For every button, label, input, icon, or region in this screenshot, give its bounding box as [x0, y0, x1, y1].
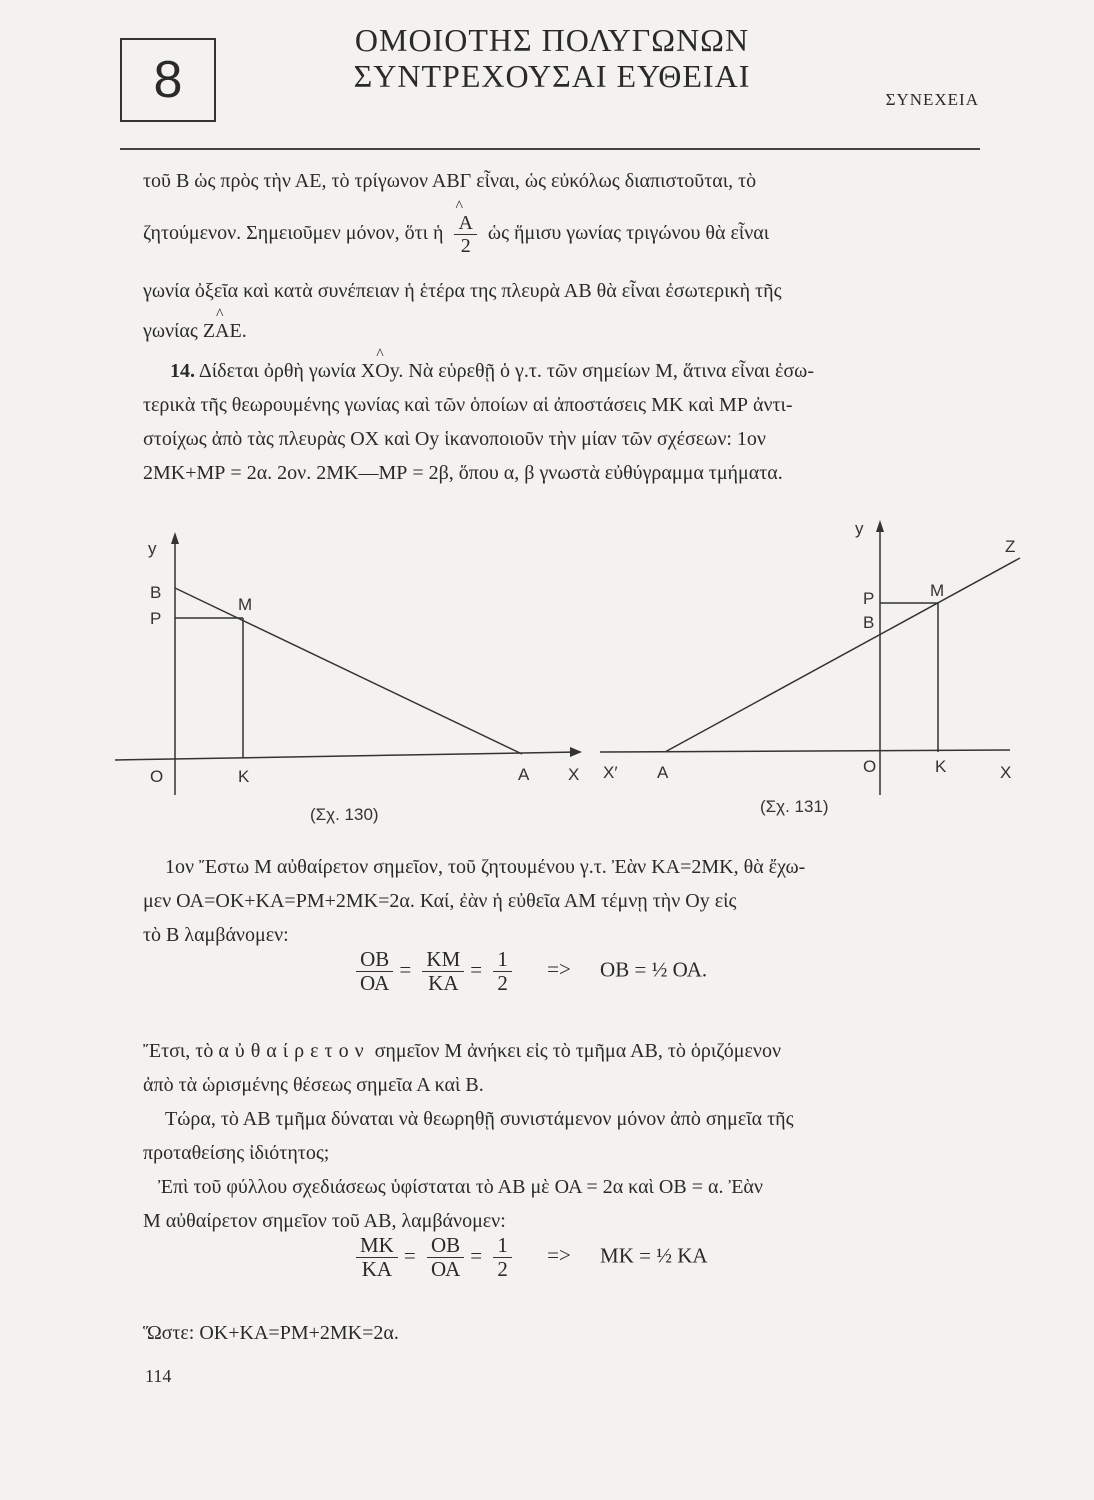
figure-131-caption: (Σχ. 131) [760, 797, 829, 816]
half-angle-fraction [454, 212, 476, 257]
label-X: X [1000, 763, 1012, 782]
problem-number: 14. [170, 360, 195, 382]
solution-conclusion: Ὥστε: ΟΚ+ΚΑ=ΡΜ+2ΜΚ=2α. [143, 1322, 399, 1344]
fraction-numerator: ΟΒ [427, 1234, 464, 1258]
label-Z: Z [1005, 537, 1016, 556]
problem-line3: στοίχως ἀπὸ τὰς πλευρὰς ΟΧ καὶ Oy ἱκανοποιοῦν τὴν μίαν τῶν σχέσεων: 1ον [143, 428, 766, 450]
fraction-denominator: ΚΑ [428, 971, 459, 996]
implies-arrow: => [547, 957, 571, 982]
label-A: A [657, 763, 669, 782]
implies-arrow: => [547, 1243, 571, 1268]
solution-p2-line1 [143, 1040, 983, 1063]
fraction-denominator: ΟΑ [360, 971, 390, 996]
label-B: B [150, 583, 162, 602]
fraction-denominator: 2 [497, 1257, 508, 1282]
label-A: A [518, 765, 530, 784]
y-axis-arrow [876, 520, 884, 532]
fraction-numerator: ΜΚ [356, 1234, 398, 1258]
solution-p3-line1: Τώρα, τὸ ΑΒ τμῆμα δύναται νὰ θεωρηθῇ συνιστάμενον μόνον ἀπὸ σημεῖα τῆς [165, 1108, 794, 1130]
label-O: O [150, 767, 164, 786]
equation-2-result: ΜΚ = ½ ΚΑ [600, 1243, 708, 1268]
x-axis [600, 750, 1010, 752]
figure-130 [110, 520, 590, 830]
hat-letter: ^ Α [215, 320, 229, 343]
solution-p2-b: σημεῖον Μ ἀνήκει εἰς τὸ τμῆμα ΑΒ, τὸ ὁριζόμενον [374, 1040, 782, 1062]
intro-line4 [143, 320, 983, 343]
fraction-numerator: 1 [493, 948, 512, 972]
figure-131 [595, 510, 1035, 820]
label-O: O [863, 757, 877, 776]
fraction-OB-OA [427, 1234, 464, 1281]
hat-letter: ^ Ο [375, 360, 389, 383]
problem-line4: 2ΜΚ+ΜΡ = 2α. 2ον. 2ΜΚ—ΜΡ = 2β, ὅπου α, β γνωστὰ εὐθύγραμμα τμήματα. [143, 462, 783, 484]
segment-AZ [665, 558, 1020, 752]
intro-line2 [143, 212, 983, 257]
intro-line4-a: γωνίας Ζ [143, 320, 216, 342]
problem-line2: τερικὰ τῆς θεωρουμένης γωνίας καὶ τῶν ὁποίων αἱ ἀποστάσεις ΜΚ καὶ ΜΡ ἀντι- [143, 394, 793, 416]
intro-line4-b: Ε. [229, 320, 247, 342]
fraction-one-half [493, 1234, 512, 1281]
equation-2: $\frac{MK}{KA}$ = $\frac{OB}{OA}$ = $\frac{1}{2}$ => ΜΚ = ½ ΚΑ [350, 1234, 708, 1281]
fraction-KM-KA [422, 948, 464, 995]
fraction-denominator: ΟΑ [430, 1257, 461, 1282]
solution-p4-line2: Μ αὐθαίρετον σημεῖον τοῦ ΑΒ, λαμβάνομεν: [143, 1210, 506, 1232]
intro-line2-a: ζητούμενον. Σημειοῦμεν μόνον, ὅτι ἡ [143, 222, 444, 245]
label-M: M [930, 581, 945, 600]
label-X: X [568, 765, 580, 784]
fraction-numerator: ΟΒ [356, 948, 393, 972]
problem-line1-b: y. Νὰ εὑρεθῇ ὁ γ.τ. τῶν σημείων Μ, ἅτινα εἶναι ἐσω- [389, 360, 814, 382]
fraction-denominator: 2 [497, 971, 508, 996]
header-divider [120, 148, 980, 150]
equation-1-result: ΟΒ = ½ ΟΑ. [600, 957, 708, 982]
chapter-title-line1: ΟΜΟΙΟΤΗΣ ΠΟΛΥΓΩΝΩΝ [354, 22, 750, 58]
label-X-prime: X′ [603, 763, 618, 782]
solution-p4-line1: Ἐπὶ τοῦ φύλλου σχεδιάσεως ὑφίσταται τὸ ΑΒ μὲ ΟΑ = 2α καὶ ΟΒ = α. Ἐὰν [158, 1176, 763, 1198]
intro-line3: γωνία ὀξεῖα καὶ κατὰ συνέπειαν ἡ ἑτέρα της πλευρὰ ΑΒ θὰ εἶναι ἐσωτερικὴ τῆς [143, 280, 782, 302]
problem-line1-a: Δίδεται ὀρθὴ γωνία Χ [198, 360, 376, 382]
equation-1: $\frac{OB}{OA}$ = $\frac{KM}{KA}$ = $\frac{1}{2}$ => ΟΒ = ½ ΟΑ. [350, 948, 707, 995]
fraction-one-half [493, 948, 512, 995]
spaced-word: αὐθαίρετον [218, 1040, 370, 1062]
label-P: P [150, 609, 162, 628]
problem-line1 [170, 360, 985, 383]
chapter-title-line2: ΣΥΝΤΡΕΧΟΥΣΑΙ ΕΥΘΕΙΑΙ [353, 58, 751, 94]
solution-p2-line2: ἀπὸ τὰ ὡρισμένης θέσεως σημεῖα Α καὶ Β. [143, 1074, 484, 1096]
solution-p3-line2: προταθείσης ἰδιότητος; [143, 1142, 330, 1164]
fraction-numerator: ΚΜ [422, 948, 464, 972]
label-K: K [935, 757, 947, 776]
fraction-denominator: 2 [460, 235, 471, 257]
fraction-denominator: ΚΑ [361, 1257, 393, 1282]
solution-p1-line1: 1ον Ἔστω Μ αὐθαίρετον σημεῖον, τοῦ ζητουμένου γ.τ. Ἐὰν ΚΑ=2ΜΚ, θὰ ἔχω- [165, 856, 806, 878]
label-y: y [855, 519, 864, 538]
intro-line2-b: ὡς ἥμισυ γωνίας τριγώνου θὰ εἶναι [487, 222, 770, 245]
y-axis-arrow [171, 532, 179, 544]
segment-BA [175, 588, 522, 754]
label-y: y [148, 539, 157, 558]
fraction-MK-KA [356, 1234, 398, 1281]
fraction-OB-OA [356, 948, 393, 995]
fraction-numerator: ^ Α [454, 212, 476, 235]
label-K: K [238, 767, 250, 786]
continuation-label: ΣΥΝΕΧΕΙΑ [885, 90, 979, 109]
label-M: M [238, 595, 253, 614]
solution-p2-a: Ἔτσι, τὸ [143, 1040, 214, 1062]
x-axis [115, 752, 578, 760]
figure-130-caption: (Σχ. 130) [310, 805, 379, 824]
label-B: B [863, 613, 875, 632]
solution-p1-line3: τὸ Β λαμβάνομεν: [143, 924, 289, 946]
intro-line1: τοῦ Β ὡς πρὸς τὴν ΑΕ, τὸ τρίγωνον ΑΒΓ εἶναι, ὡς εὐκόλως διαπιστοῦται, τὸ [143, 170, 757, 192]
x-axis-arrow [570, 747, 582, 757]
chapter-number: 8 [153, 51, 183, 109]
label-P: P [863, 589, 875, 608]
fraction-numerator: 1 [493, 1234, 512, 1258]
solution-p1-line2: μεν ΟΑ=ΟΚ+ΚΑ=ΡΜ+2ΜΚ=2α. Καί, ἐὰν ἡ εὐθεῖα ΑΜ τέμνῃ τὴν Oy εἰς [143, 890, 737, 912]
page-number: 114 [145, 1366, 172, 1386]
